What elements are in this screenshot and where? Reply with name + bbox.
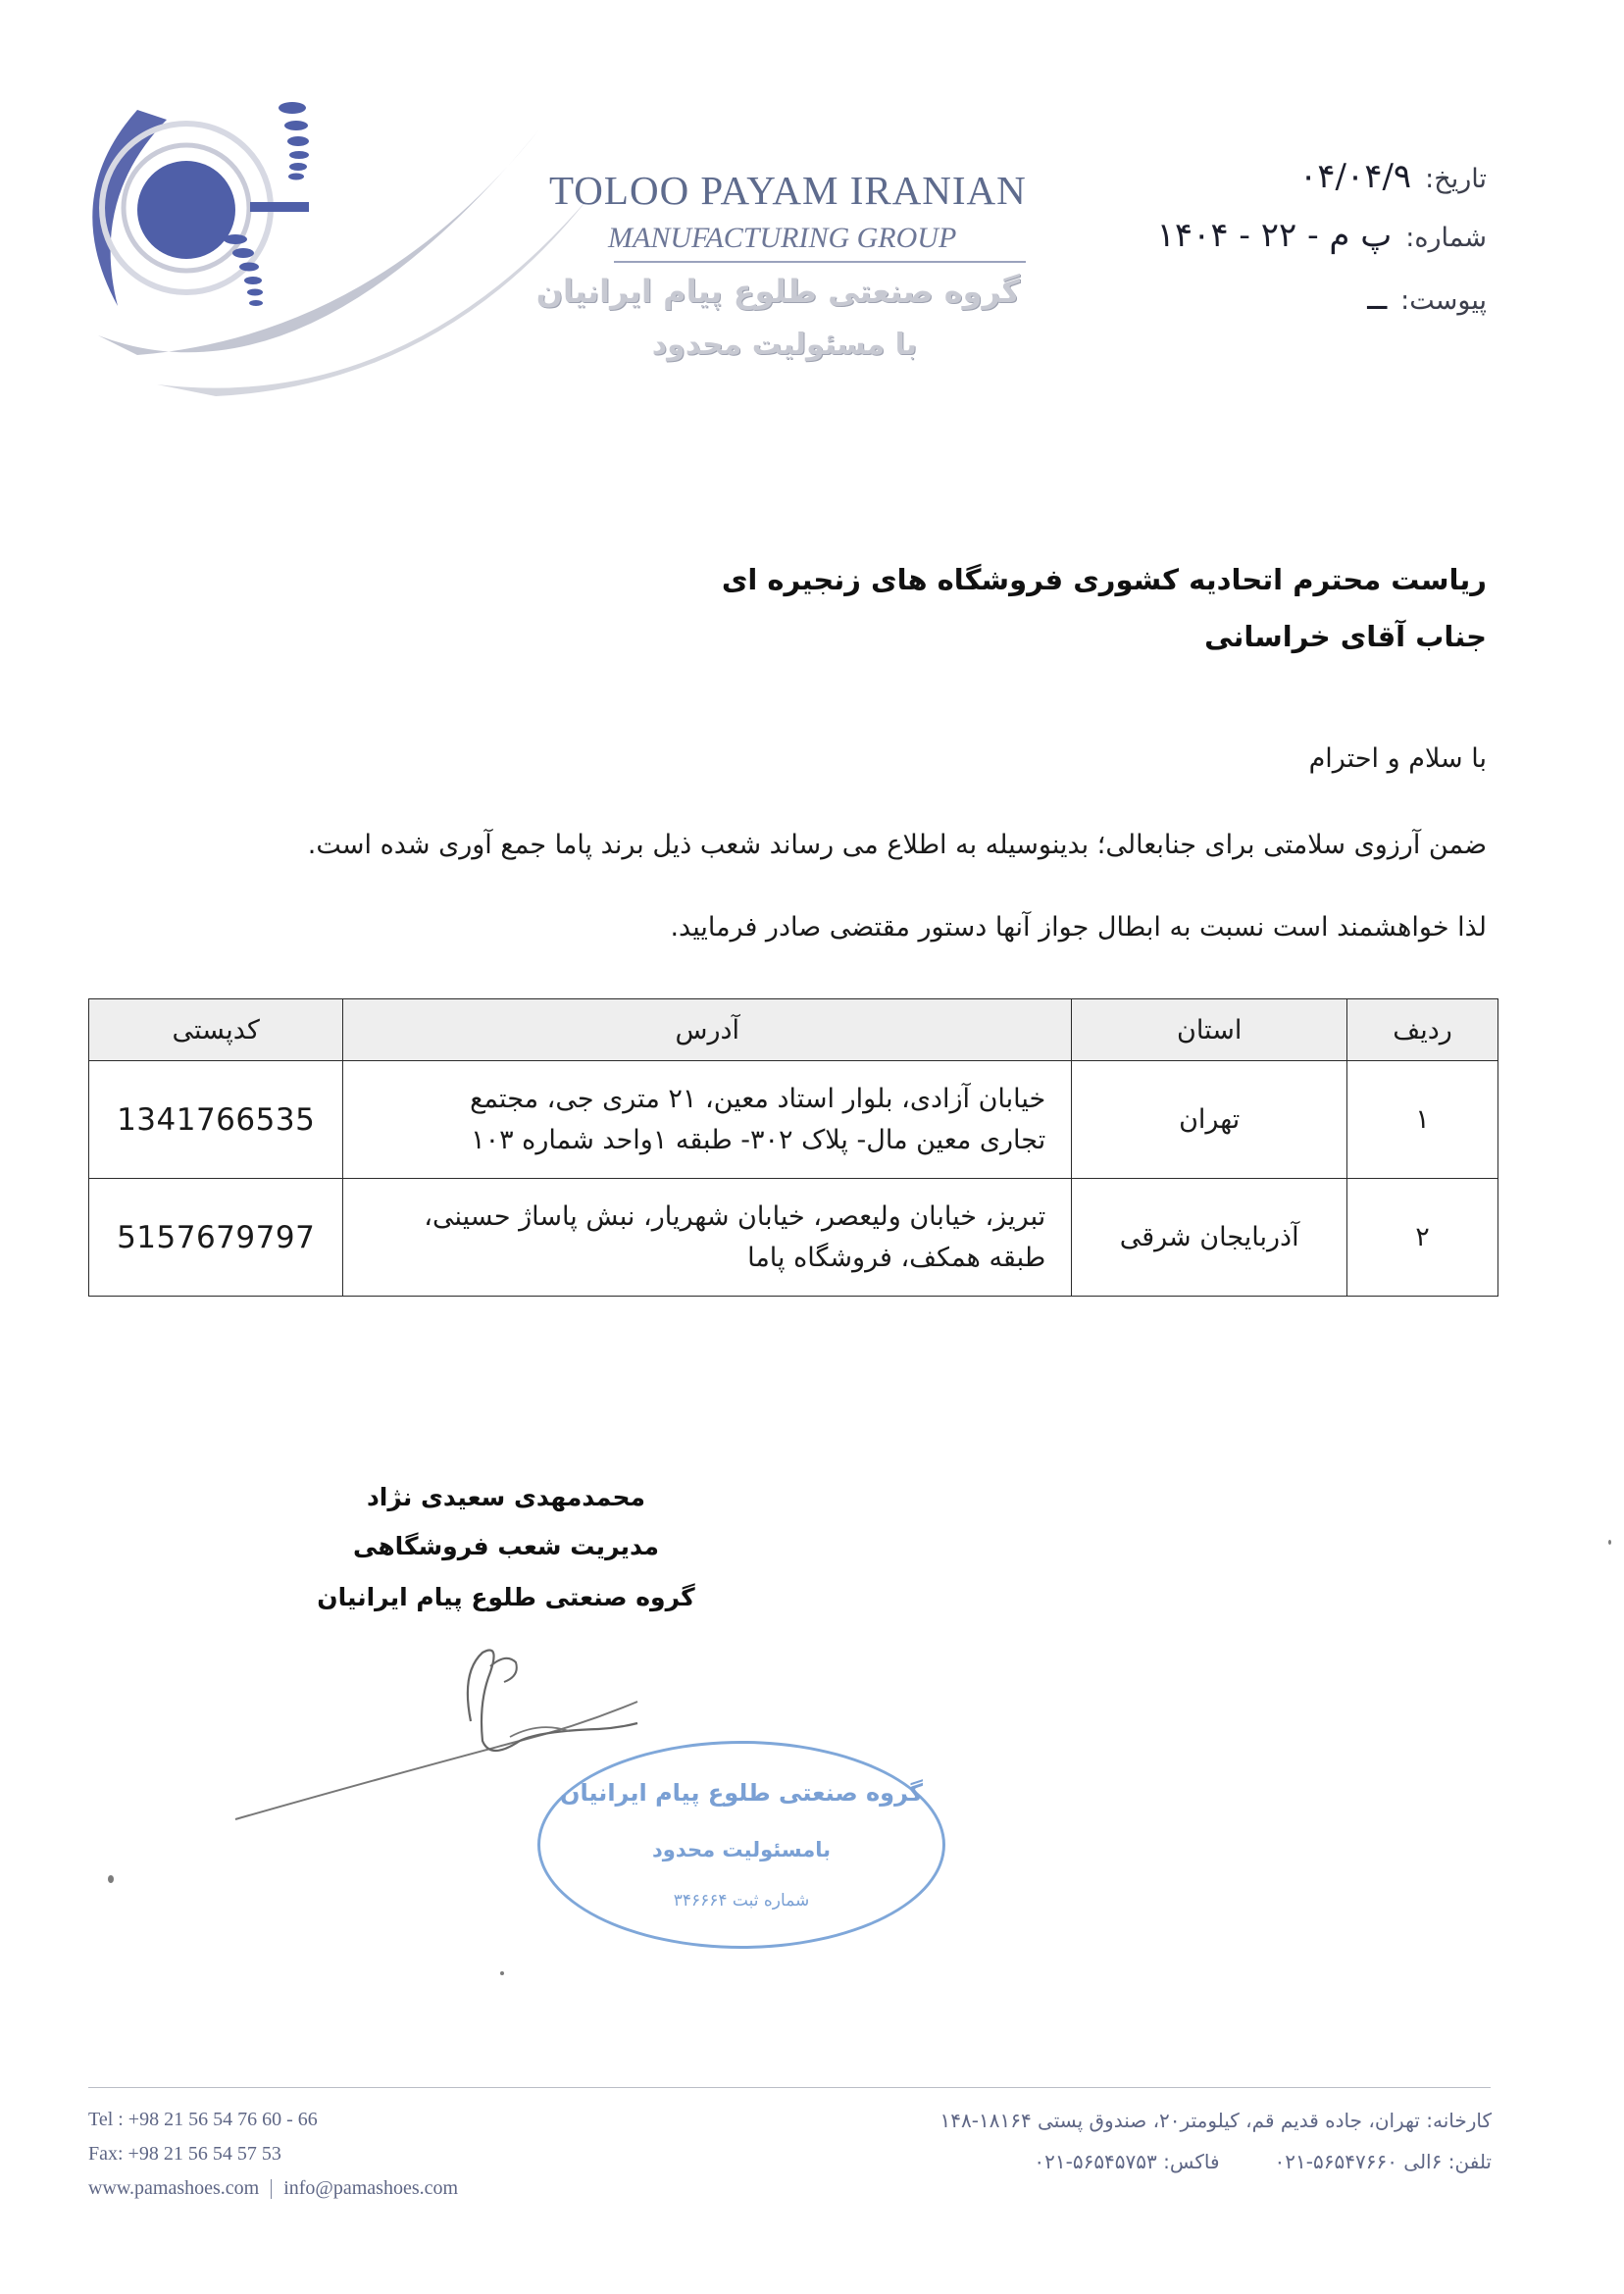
footer-email-link[interactable]: info@pamashoes.com	[283, 2177, 459, 2199]
row-address-line: تبریز، خیابان ولیعصر، خیابان شهریار، نبش پاساژ حسینی،	[424, 1200, 1046, 1232]
stamp-registration: شماره ثبت ۳۴۶۶۶۴	[673, 1891, 810, 1911]
row-address-line: طبقه همکف، فروشگاه پاما	[747, 1242, 1046, 1273]
company-name-fa: گروه صنعتی طلوع پیام ایرانیان	[535, 273, 1020, 310]
footer-phone: تلفن: ۶الی ۵۶۵۴۷۶۶۰-۰۲۱	[1274, 2150, 1492, 2173]
footer-fax: Fax: +98 21 56 54 57 53	[88, 2143, 281, 2165]
row-address-line: خیابان آزادی، بلوار استاد معین، ۲۱ متری جی، مجتمع	[470, 1083, 1046, 1114]
row-province: تهران	[1072, 1061, 1347, 1179]
scan-speck	[1608, 1540, 1611, 1545]
company-stamp	[537, 1741, 945, 1949]
footer-divider	[88, 2087, 1491, 2088]
row-postal-code: 1341766535	[89, 1061, 343, 1179]
signer-title: مدیریت شعب فروشگاهی	[353, 1532, 659, 1560]
attachment-label: پیوست:	[1400, 285, 1487, 316]
recipient-name: جناب آقای خراسانی	[1204, 620, 1487, 653]
number-label: شماره:	[1405, 223, 1487, 253]
row-index: ۱	[1347, 1061, 1498, 1179]
header-address: آدرس	[343, 999, 1072, 1061]
number-value: پ م - ۲۲ - ۱۴۰۴	[1156, 216, 1393, 255]
footer-website-link[interactable]: www.pamashoes.com	[88, 2177, 260, 2199]
footer-web	[88, 2177, 458, 2200]
attachment-value: ــ	[1367, 279, 1388, 318]
footer-fax-fa: فاکس: ۵۶۵۴۵۷۵۳-۰۲۱	[1034, 2150, 1220, 2173]
header-province: استان	[1072, 999, 1347, 1061]
company-logo	[78, 90, 588, 404]
footer-factory-address: کارخانه: تهران، جاده قدیم قم، کیلومتر۲۰، صندوق پستی ۱۸۱۶۴-۱۴۸	[939, 2109, 1492, 2132]
row-address	[343, 1061, 1072, 1179]
footer-tel: Tel : +98 21 56 54 76 60 - 66	[88, 2109, 318, 2130]
table-header-row	[89, 999, 1498, 1061]
company-subtitle-fa: با مسئولیت محدود	[651, 328, 918, 362]
signer-company: گروه صنعتی طلوع پیام ایرانیان	[317, 1583, 695, 1611]
body-paragraph-2: لذا خواهشمند است نسبت به ابطال جواز آنها دستور مقتضی صادر فرمایید.	[670, 912, 1487, 943]
company-subtitle-en: MANUFACTURING GROUP	[608, 222, 957, 254]
stamp-subtitle: بامسئولیت محدود	[652, 1838, 831, 1861]
signer-name: محمدمهدی سعیدی نژاد	[366, 1483, 646, 1511]
branches-table	[88, 998, 1498, 1297]
letter-date	[1299, 157, 1487, 196]
footer-separator	[271, 2179, 272, 2199]
table-row	[89, 1179, 1498, 1297]
table-row	[89, 1061, 1498, 1179]
letterhead-rule	[614, 261, 1026, 263]
scan-speck	[108, 1875, 114, 1883]
row-postal-code: 5157679797	[89, 1179, 343, 1297]
row-address	[343, 1179, 1072, 1297]
scan-speck	[500, 1971, 504, 1975]
row-index: ۲	[1347, 1179, 1498, 1297]
company-name-en: TOLOO PAYAM IRANIAN	[549, 168, 1027, 213]
body-paragraph-1: ضمن آرزوی سلامتی برای جنابعالی؛ بدینوسیله به اطلاع می رساند شعب ذیل برند پاما جمع آوری شده است.	[307, 830, 1487, 860]
letter-attachment	[1367, 279, 1487, 318]
date-label: تاریخ:	[1425, 164, 1487, 194]
stamp-company: گروه صنعتی طلوع پیام ایرانیان	[560, 1779, 923, 1807]
footer-phone-fax	[1034, 2150, 1492, 2173]
letter-number	[1157, 216, 1487, 255]
row-address-line: تجاری معین مال- پلاک ۳۰۲- طبقه ۱واحد شماره ۱۰۳	[471, 1124, 1046, 1155]
header-postal-code: کدپستی	[89, 999, 343, 1061]
header-index: ردیف	[1347, 999, 1498, 1061]
recipient-title: ریاست محترم اتحادیه کشوری فروشگاه های زنجیره ای	[721, 563, 1487, 596]
date-value: ۰۴/۰۴/۹	[1298, 157, 1412, 196]
row-province: آذربایجان شرقی	[1072, 1179, 1347, 1297]
greeting: با سلام و احترام	[1308, 743, 1487, 774]
